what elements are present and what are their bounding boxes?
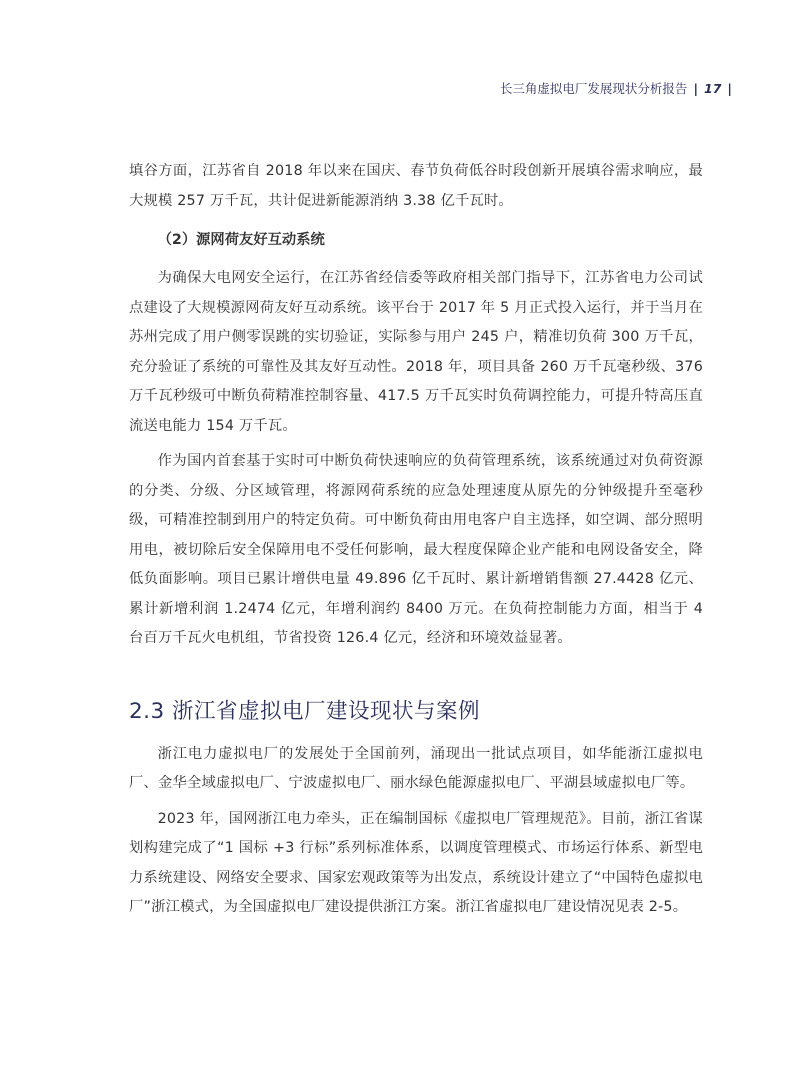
page-body [129, 157, 703, 923]
subheading-source-grid-load: （2）源网荷友好互动系统 [157, 232, 325, 248]
paragraph-zhejiang-pilots: 浙江电力虚拟电厂的发展处于全国前列，涌现出一批试点项目，如华能浙江虚拟电厂、金华全域虚拟电厂、宁波虚拟电厂、丽水绿色能源虚拟电厂、平湖县域虚拟电厂等。 [129, 745, 703, 791]
section-title: 2.3 浙江省虚拟电厂建设现状与案例 [129, 698, 481, 724]
report-title: 长三角虚拟电厂发展现状分析报告 [499, 81, 688, 96]
paragraph-load-management: 作为国内首套基于实时可中断负荷快速响应的负荷管理系统，该系统通过对负荷资源的分类、分级、分区域管理，将源网荷系统的应急处理速度从原先的分钟级提升至毫秒级，可精准控制到用户的特定负荷。可中断负荷由用电客户自主选择，如空调、部分照明用电，被切除后安全保障用电不受任何影响，最大程度保障企业产能和电网设备安全，降低负面影响。项目已累计增供电量 49.896 亿千瓦时、累计新增销售额 27.4428 亿元、累计新增利润 1.2474 亿元，年增利润约 8400 万元。在负荷控制能力方面，相当于 4 台百万千瓦火电机组，节省投资 126.4 亿元，经济和环境效益显著。 [129, 453, 703, 646]
page-number: 17 [704, 80, 722, 96]
running-header [500, 77, 738, 99]
header-separator-right: | [727, 80, 732, 96]
header-separator-left: | [693, 80, 699, 96]
paragraph-fill-valley: 填谷方面，江苏省自 2018 年以来在国庆、春节负荷低谷时段创新开展填谷需求响应，最大规模 257 万千瓦，共计促进新能源消纳 3.38 亿千瓦时。 [129, 163, 703, 209]
paragraph-system-overview: 为确保大电网安全运行，在江苏省经信委等政府相关部门指导下，江苏省电力公司试点建设了大规模源网荷友好互动系统。该平台于 2017 年 5 月正式投入运行，并于当月在苏州完成了用户侧零误跳的实切验证，实际参与用户 245 户，精准切负荷 300 万千瓦，充分验证了系统的可靠性及其友好互动性。2018 年，项目具备 260 万千瓦毫秒级、376 万千瓦秒级可中断负荷精准控制容量、417.5 万千瓦实时负荷调控能力，可提升特高压直流送电能力 154 万千瓦。 [129, 270, 703, 434]
paragraph-zhejiang-standards: 2023 年，国网浙江电力牵头，正在编制国标《虚拟电厂管理规范》。目前，浙江省谋划构建完成了“1 国标 +3 行标”系列标准体系，以调度管理模式、市场运行体系、新型电力系统建设、网络安全要求、国家宏观政策等为出发点，系统设计建立了“中国特色虚拟电厂”浙江模式，为全国虚拟电厂建设提供浙江方案。浙江省虚拟电厂建设情况见表 2-5。 [129, 810, 703, 915]
